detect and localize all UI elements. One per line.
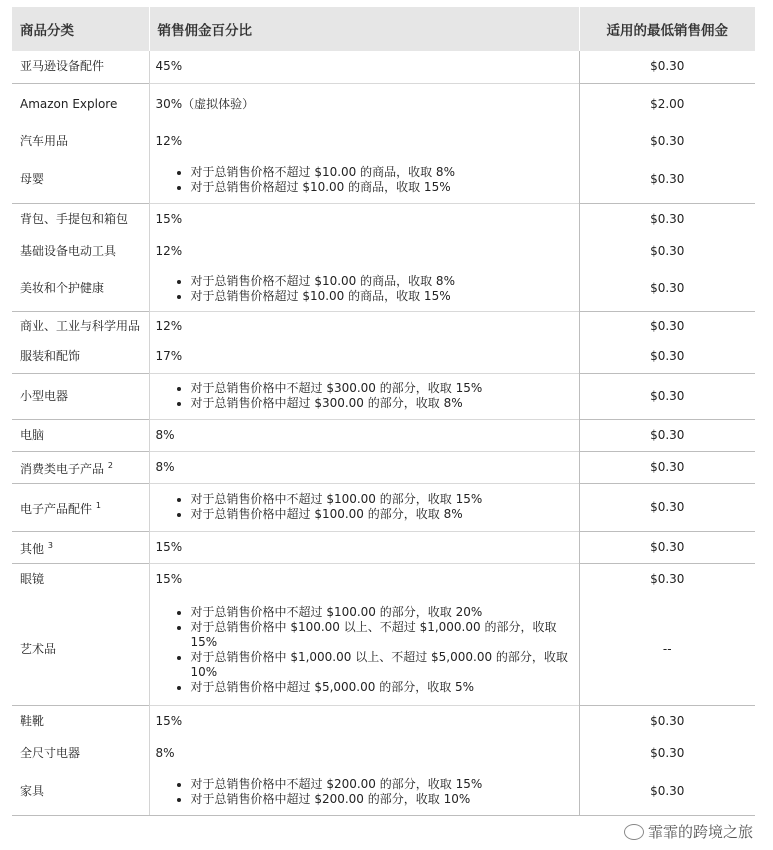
rate-value: 30%（虚拟体验） xyxy=(155,96,255,111)
category-label: 背包、手提包和箱包 xyxy=(20,211,129,226)
min-fee-cell: $0.30 xyxy=(579,769,755,815)
wechat-icon xyxy=(624,824,644,840)
rate-value: 8% xyxy=(155,427,175,442)
tier-item: • 对于总销售价格中 $1,000.00 以上、不超过 $5,000.00 的部分，收取 10% xyxy=(191,650,573,680)
tier-item: • 对于总销售价格中不超过 $100.00 的部分，收取 15% xyxy=(191,492,573,507)
category-cell xyxy=(12,373,149,419)
table-row xyxy=(12,203,755,235)
rate-value: 12% xyxy=(155,318,183,333)
min-fee-cell: $0.30 xyxy=(579,311,755,341)
table-row xyxy=(12,373,755,419)
tier-item: • 对于总销售价格超过 $10.00 的商品，收取 15% xyxy=(191,289,573,304)
category-label: 其他 xyxy=(20,541,45,556)
rate-cell xyxy=(149,157,579,203)
tier-item: • 对于总销售价格中不超过 $300.00 的部分，收取 15% xyxy=(191,381,573,396)
min-fee-cell: $0.30 xyxy=(579,157,755,203)
min-fee-cell: $0.30 xyxy=(579,125,755,157)
min-fee-cell: $0.30 xyxy=(579,451,755,483)
category-cell xyxy=(12,483,149,531)
min-fee-cell: $0.30 xyxy=(579,419,755,451)
category-cell xyxy=(12,705,149,737)
category-label: 消费类电子产品 xyxy=(20,461,105,476)
rate-cell xyxy=(149,563,579,595)
category-cell xyxy=(12,451,149,483)
tier-list xyxy=(156,605,573,695)
category-cell xyxy=(12,51,149,83)
min-fee-cell: $0.30 xyxy=(579,51,755,83)
min-fee-cell: $0.30 xyxy=(579,563,755,595)
min-fee-cell: $0.30 xyxy=(579,235,755,267)
header-category: 商品分类 xyxy=(12,7,149,51)
rate-cell xyxy=(149,531,579,563)
min-fee-cell: $0.30 xyxy=(579,267,755,311)
rate-cell xyxy=(149,737,579,769)
rate-cell xyxy=(149,341,579,373)
rate-value: 17% xyxy=(155,349,183,364)
category-label: 母婴 xyxy=(20,172,45,187)
table-row xyxy=(12,51,755,83)
rate-cell xyxy=(149,451,579,483)
category-cell xyxy=(12,157,149,203)
table-row xyxy=(12,235,755,267)
min-fee-cell: $0.30 xyxy=(579,737,755,769)
category-cell xyxy=(12,563,149,595)
category-label: 服装和配饰 xyxy=(20,349,81,364)
tier-item: • 对于总销售价格中超过 $5,000.00 的部分，收取 5% xyxy=(191,680,573,695)
tier-item: • 对于总销售价格不超过 $10.00 的商品，收取 8% xyxy=(191,274,573,289)
category-label: 电脑 xyxy=(20,427,45,442)
rate-cell xyxy=(149,311,579,341)
category-cell xyxy=(12,125,149,157)
category-label: Amazon Explore xyxy=(20,96,118,111)
category-cell xyxy=(12,595,149,705)
min-fee-cell: $0.30 xyxy=(579,373,755,419)
rate-cell xyxy=(149,483,579,531)
min-fee-cell: $0.30 xyxy=(579,705,755,737)
tier-item: • 对于总销售价格中不超过 $100.00 的部分，收取 20% xyxy=(191,605,573,620)
table-row xyxy=(12,737,755,769)
rate-value: 15% xyxy=(155,211,183,226)
tier-item: • 对于总销售价格超过 $10.00 的商品，收取 15% xyxy=(191,180,573,195)
tier-item: • 对于总销售价格中超过 $300.00 的部分，收取 8% xyxy=(191,396,573,411)
table-row xyxy=(12,267,755,311)
min-fee-cell: $0.30 xyxy=(579,483,755,531)
watermark-text: 霏霏的跨境之旅 xyxy=(647,823,753,841)
commission-table xyxy=(12,7,755,816)
table-row xyxy=(12,769,755,815)
rate-cell xyxy=(149,203,579,235)
min-fee-cell: $0.30 xyxy=(579,341,755,373)
tier-item: • 对于总销售价格中 $100.00 以上、不超过 $1,000.00 的部分，收取 15% xyxy=(191,620,573,650)
table-body xyxy=(12,51,755,815)
category-label: 基础设备电动工具 xyxy=(20,243,117,258)
table-row xyxy=(12,451,755,483)
min-fee-cell: -- xyxy=(579,595,755,705)
category-label: 亚马逊设备配件 xyxy=(20,59,105,74)
tier-list xyxy=(156,777,573,807)
min-fee-cell: $0.30 xyxy=(579,531,755,563)
tier-item: • 对于总销售价格中超过 $100.00 的部分，收取 8% xyxy=(191,507,573,522)
rate-cell xyxy=(149,373,579,419)
category-label: 小型电器 xyxy=(20,388,69,403)
rate-cell xyxy=(149,419,579,451)
watermark xyxy=(624,821,753,842)
rate-value: 15% xyxy=(155,571,183,586)
rate-value: 15% xyxy=(155,713,183,728)
tier-list xyxy=(156,492,573,522)
footnote-marker: 2 xyxy=(107,460,113,470)
category-cell xyxy=(12,531,149,563)
category-cell xyxy=(12,737,149,769)
table-row xyxy=(12,563,755,595)
rate-cell xyxy=(149,267,579,311)
table-row xyxy=(12,157,755,203)
category-cell xyxy=(12,769,149,815)
tier-list xyxy=(156,274,573,304)
rate-value: 12% xyxy=(155,133,183,148)
min-fee-cell: $2.00 xyxy=(579,83,755,125)
rate-cell xyxy=(149,83,579,125)
category-cell xyxy=(12,267,149,311)
footnote-marker: 1 xyxy=(95,500,101,510)
table-row xyxy=(12,483,755,531)
category-label: 家具 xyxy=(20,784,45,799)
rate-cell xyxy=(149,51,579,83)
table-row xyxy=(12,83,755,125)
tier-item: • 对于总销售价格不超过 $10.00 的商品，收取 8% xyxy=(191,165,573,180)
category-cell xyxy=(12,235,149,267)
table-row xyxy=(12,419,755,451)
category-label: 美妆和个护健康 xyxy=(20,281,105,296)
category-cell xyxy=(12,83,149,125)
category-cell xyxy=(12,341,149,373)
rate-cell xyxy=(149,769,579,815)
table-row xyxy=(12,531,755,563)
table-row xyxy=(12,311,755,341)
category-label: 汽车用品 xyxy=(20,133,69,148)
category-cell xyxy=(12,419,149,451)
rate-value: 45% xyxy=(155,59,183,74)
rate-cell xyxy=(149,705,579,737)
rate-cell xyxy=(149,125,579,157)
tier-list xyxy=(156,381,573,411)
category-label: 艺术品 xyxy=(20,642,57,657)
tier-item: • 对于总销售价格中超过 $200.00 的部分，收取 10% xyxy=(191,792,573,807)
rate-value: 8% xyxy=(155,459,175,474)
table-row xyxy=(12,341,755,373)
category-label: 全尺寸电器 xyxy=(20,745,81,760)
category-label: 电子产品配件 xyxy=(20,501,93,516)
category-label: 眼镜 xyxy=(20,571,45,586)
min-fee-cell: $0.30 xyxy=(579,203,755,235)
rate-value: 8% xyxy=(155,745,175,760)
table-row xyxy=(12,125,755,157)
category-cell xyxy=(12,203,149,235)
table-row xyxy=(12,705,755,737)
tier-list xyxy=(156,165,573,195)
table-row xyxy=(12,595,755,705)
category-cell xyxy=(12,311,149,341)
category-label: 鞋靴 xyxy=(20,713,45,728)
header-row xyxy=(12,7,755,51)
rate-value: 12% xyxy=(155,243,183,258)
footnote-marker: 3 xyxy=(47,540,53,550)
header-rate: 销售佣金百分比 xyxy=(149,7,579,51)
tier-item: • 对于总销售价格中不超过 $200.00 的部分，收取 15% xyxy=(191,777,573,792)
rate-cell xyxy=(149,595,579,705)
category-label: 商业、工业与科学用品 xyxy=(20,318,141,333)
rate-cell xyxy=(149,235,579,267)
header-min-fee: 适用的最低销售佣金 xyxy=(579,7,755,51)
rate-value: 15% xyxy=(155,539,183,554)
